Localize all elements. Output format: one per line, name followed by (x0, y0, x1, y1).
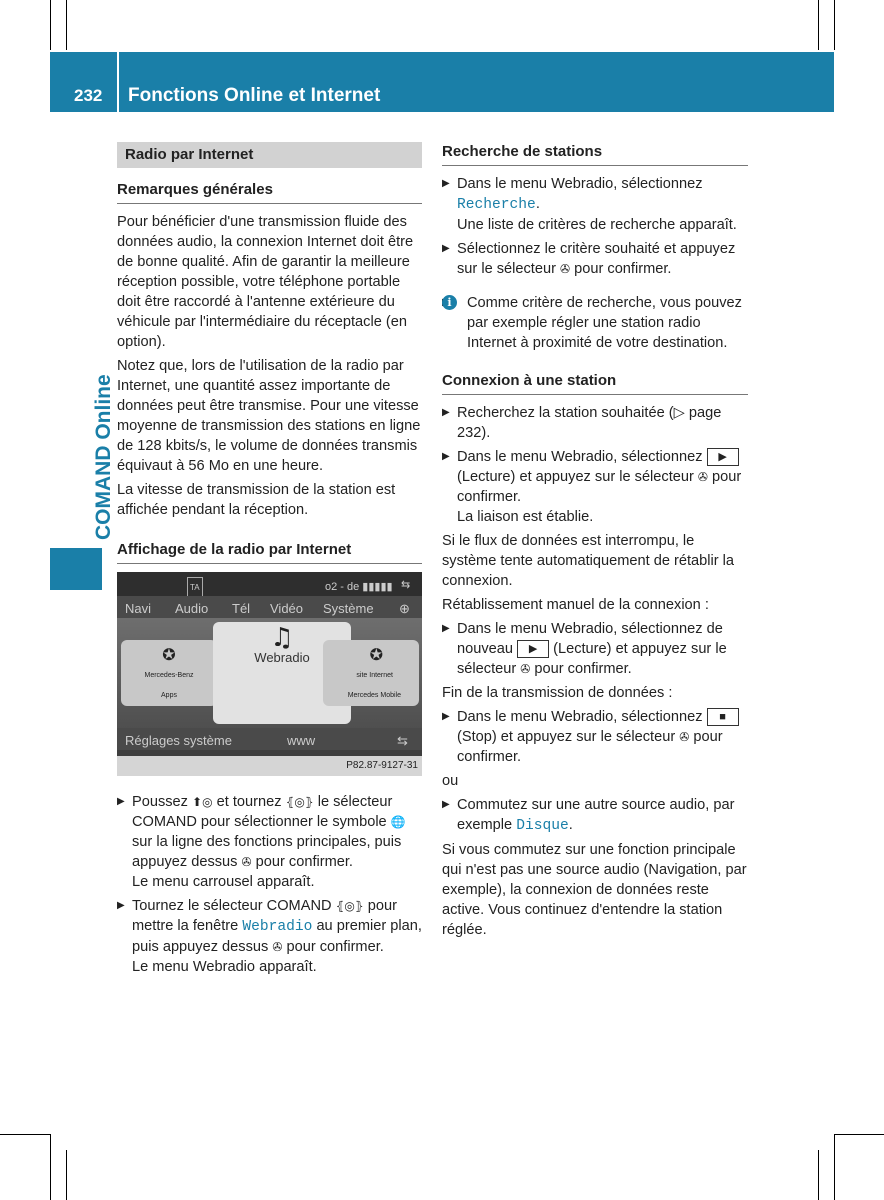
text: (Lecture) et appuyez sur le sélecteur (457, 641, 727, 677)
play-key-icon: ▶ (517, 640, 549, 658)
text: Dans le menu Webradio, sélectionnez (457, 709, 707, 725)
menu-term: Recherche (457, 197, 536, 213)
text: pour confirmer. (457, 729, 723, 765)
music-note-icon: ♫ (270, 623, 294, 653)
paragraph: La vitesse de transmission de la station est affichée pendant la réception. (117, 482, 396, 518)
menu-audio: Audio (175, 601, 209, 616)
menu-term: Webradio (242, 919, 313, 935)
subheading: Remarques générales (117, 180, 422, 204)
crop-mark (50, 1134, 51, 1200)
card-mercedes-mobile (323, 640, 419, 706)
list-item: ▶ Commutez sur une autre source audio, par exemple Disque. (442, 795, 748, 836)
text: Dans le menu Webradio, sélectionnez (457, 449, 707, 465)
card-label: Webradio (254, 650, 310, 665)
list-item: ▶ Dans le menu Webradio, sélectionnez Recherche. Une liste de critères de recherche apparaît. (442, 174, 748, 235)
text: pour confirmer. (251, 854, 353, 870)
card-label: Apps (161, 692, 177, 699)
crop-mark (818, 0, 819, 50)
press-selector-icon: ✇ (697, 470, 708, 484)
text: Comme critère de recherche, vous pouvez par exemple régler une station radio Internet à proximité de votre destination. (467, 295, 742, 351)
result-text: Le menu carrousel apparaît. (132, 874, 315, 890)
menu-video: Vidéo (270, 601, 304, 616)
menu-navi: Navi (125, 601, 152, 616)
text: sur la ligne des fonctions principales, puis appuyez dessus (132, 834, 402, 870)
crop-mark (0, 1134, 50, 1135)
result-text: Le menu Webradio apparaît. (132, 959, 317, 975)
arrows-icon: ⇆ (401, 579, 411, 591)
list-item (117, 896, 422, 977)
right-column (442, 142, 748, 944)
play-key-icon: ▶ (707, 448, 739, 466)
text: pour confirmer. (457, 469, 742, 505)
list-item (117, 792, 422, 892)
crop-mark (66, 1150, 67, 1200)
status-bar (117, 572, 422, 596)
turn-selector-icon: ⦃◎⦄ (335, 899, 364, 913)
mercedes-star-icon: ✪ (369, 647, 383, 664)
side-label: COMAND Online (92, 374, 115, 540)
info-icon: ▶ i (442, 295, 457, 310)
image-caption: P82.87-9127-31 (117, 756, 422, 776)
or-text: ou (442, 773, 459, 789)
ta-icon: TA (187, 577, 203, 599)
mercedes-star-icon: ✪ (162, 647, 176, 664)
text: Poussez (132, 794, 193, 810)
subheading: Connexion à une station (442, 371, 748, 395)
press-selector-icon: ✇ (241, 855, 252, 869)
text: Sélectionnez le critère souhaité et appuyez sur le sélecteur (457, 241, 736, 277)
left-column (117, 142, 422, 981)
header-separator (117, 52, 119, 112)
text: au premier plan, puis appuyez dessus (132, 918, 422, 955)
info-note (442, 293, 748, 353)
card-label: site Internet (356, 672, 393, 679)
list-item (442, 707, 748, 767)
page-title: Fonctions Online et Internet (128, 85, 381, 106)
card-label: Mercedes-Benz (144, 672, 194, 679)
bottom-www: www (287, 733, 316, 748)
text: pour confirmer. (282, 939, 384, 955)
press-selector-icon: ✇ (272, 940, 283, 954)
list-item (442, 619, 748, 679)
push-selector-icon: ⬆◎ (192, 795, 213, 809)
result-text: La liaison est établie. (457, 509, 594, 525)
paragraph: Fin de la transmission de données : (442, 685, 673, 701)
side-tab (50, 548, 102, 590)
press-selector-icon: ✇ (560, 262, 571, 276)
list-item: ▶ Recherchez la station souhaitée (▷ page 232). (442, 403, 748, 443)
card-mercedes-apps (121, 640, 217, 706)
menu-tel: Tél (232, 601, 251, 616)
text: pour confirmer. (530, 661, 632, 677)
menu-term: Disque (516, 818, 569, 834)
text: Dans le menu Webradio, sélectionnez de nouveau (457, 621, 723, 657)
carousel (117, 618, 422, 728)
turn-selector-icon: ⦃◎⦄ (285, 795, 314, 809)
network-status: o2 - de ▮▮▮▮▮ (325, 581, 393, 593)
text: pour confirmer. (570, 261, 672, 277)
bottom-bar (117, 728, 422, 750)
text: (Lecture) et appuyez sur le sélecteur (457, 469, 698, 485)
list-item (442, 447, 748, 527)
text: pour mettre la fenêtre (132, 898, 397, 934)
paragraph: Notez que, lors de l'utilisation de la radio par Internet, une quantité assez importante de données peut être transmise. Pour une vitesse moyenne de transmission des stations en ligne de 128 kbits/s, le volume de données transmis équivaut à 56 Mo en une heure. (117, 358, 421, 474)
main-menu (117, 596, 422, 618)
text: Dans le menu Webradio, sélectionnez (457, 176, 703, 192)
crop-mark (50, 0, 51, 50)
paragraph: Pour bénéficier d'une transmission fluide des données audio, la connexion Internet doit être de bonne qualité. Afin de garantir la meilleure réception possible, votre téléphone portable doit être raccordé à l'antenne extérieure du véhicule par l'intermédiaire du réceptacle (en option). (117, 214, 414, 350)
subheading: Affichage de la radio par Internet (117, 540, 422, 564)
bottom-systeme-settings: Réglages système (125, 733, 232, 748)
crop-mark (834, 1134, 835, 1200)
paragraph: Rétablissement manuel de la connexion : (442, 597, 709, 613)
crop-mark (834, 1134, 884, 1135)
press-selector-icon: ✇ (520, 662, 531, 676)
page-number: 232 (74, 86, 103, 105)
crop-mark (834, 0, 835, 50)
subheading: Recherche de stations (442, 142, 748, 166)
text: (Stop) et appuyez sur le sélecteur (457, 729, 680, 745)
webradio-screenshot (117, 572, 422, 776)
list-item (442, 239, 748, 279)
signal-icon: ⇆ (397, 733, 408, 748)
press-selector-icon: ✇ (679, 730, 690, 744)
menu-systeme: Système (323, 601, 374, 616)
globe-icon: ⊕ (399, 601, 410, 616)
card-label: Mercedes Mobile (347, 692, 401, 699)
paragraph: Si le flux de données est interrompu, le système tente automatiquement de rétablir la connexion. (442, 533, 735, 589)
crop-mark (66, 0, 67, 50)
text: et tournez (212, 794, 286, 810)
paragraph: Si vous commutez sur une fonction principale qui n'est pas une source audio (Navigation, par exemple), la connexion de données reste active. Vous continuez d'entendre la station réglée. (442, 842, 747, 938)
crop-mark (818, 1150, 819, 1200)
stop-key-icon: ■ (707, 708, 739, 726)
globe-icon: 🌐 (390, 815, 406, 829)
text: Commutez sur une autre source audio, par exemple (457, 797, 735, 833)
text: Tournez le sélecteur COMAND (132, 898, 336, 914)
result-text: Une liste de critères de recherche apparaît. (457, 217, 737, 233)
text: le sélecteur COMAND pour sélectionner le symbole (132, 794, 393, 830)
section-heading: Radio par Internet (117, 142, 422, 168)
